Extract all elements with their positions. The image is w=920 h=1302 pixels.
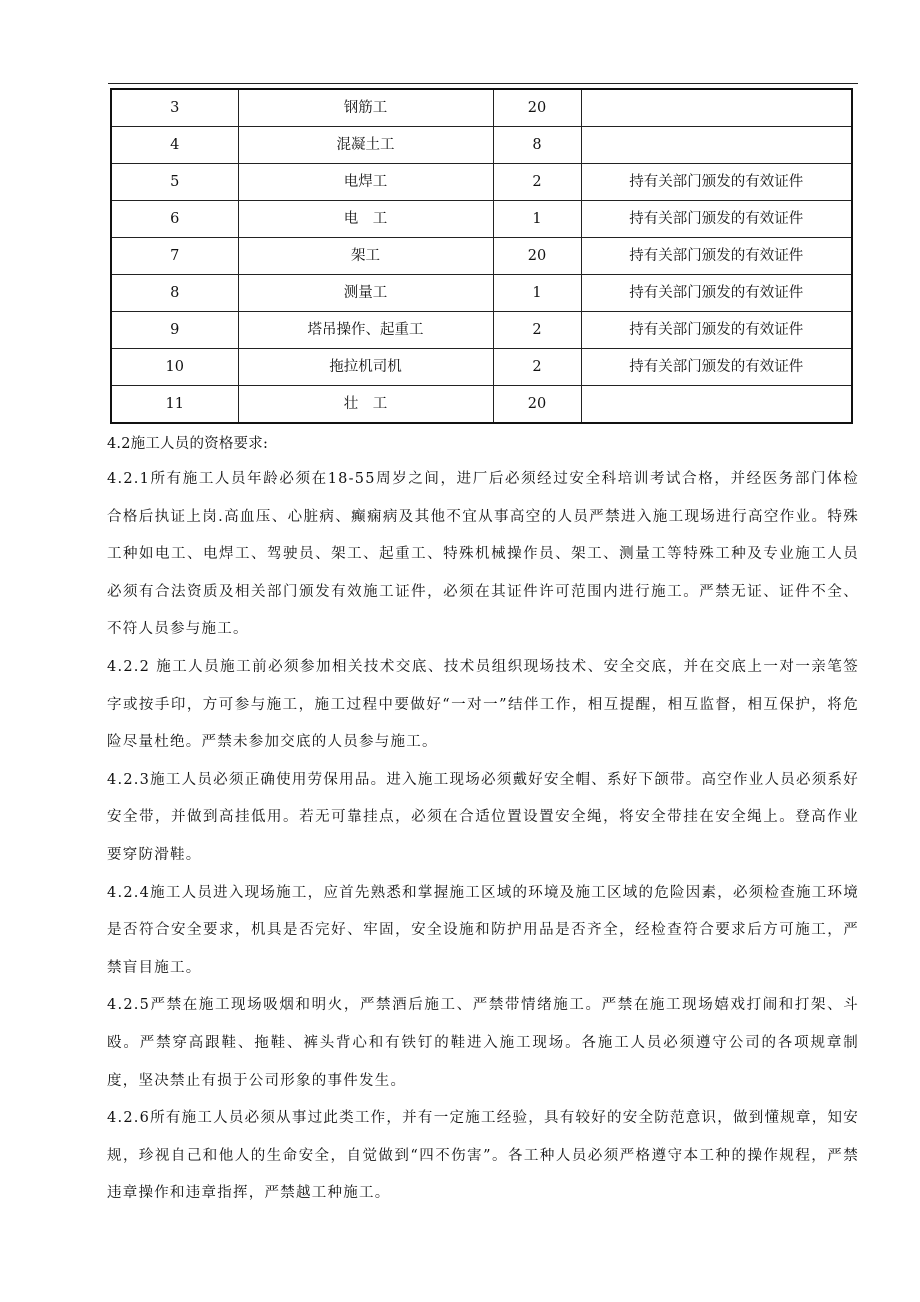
paragraph-4-2-1: 4.2.1所有施工人员年龄必须在18-55周岁之间，进厂后必须经过安全科培训考试合格，并经医务部门体检合格后执证上岗.高血压、心脏病、癫痫病及其他不宜从事高空的人员严禁进入施工现场进行高空作业。特殊工种如电工、电焊工、驾驶员、架工、起重工、特殊机械操作员、架工、测量工等特殊工种及专业施工人员必须有合法资质及相关部门颁发有效施工证件，必须在其证件许可范围内进行施工。严禁无证、证件不全、不符人员参与施工。 <box>107 471 859 638</box>
row-number: 8 <box>111 275 238 312</box>
table-row <box>111 275 852 312</box>
trade-name: 钢筋工 <box>238 89 493 127</box>
qualification-section <box>107 428 859 1213</box>
table-row <box>111 164 852 201</box>
table-row <box>111 312 852 349</box>
requirement-note <box>581 386 852 424</box>
personnel-table <box>110 88 853 424</box>
table-row <box>111 349 852 386</box>
worker-count: 8 <box>493 127 581 164</box>
trade-name: 塔吊操作、起重工 <box>238 312 493 349</box>
worker-count: 20 <box>493 386 581 424</box>
paragraph-4-2-5: 4.2.5严禁在施工现场吸烟和明火，严禁酒后施工、严禁带情绪施工。严禁在施工现场嬉戏打闹和打架、斗殴。严禁穿高跟鞋、拖鞋、裤头背心和有铁钉的鞋进入施工现场。各施工人员必须遵守公司的各项规章制度，坚决禁止有损于公司形象的事件发生。 <box>107 997 859 1089</box>
table-row <box>111 386 852 424</box>
paragraph-4-2-3: 4.2.3施工人员必须正确使用劳保用品。进入施工现场必须戴好安全帽、系好下颌带。高空作业人员必须系好安全带，并做到高挂低用。若无可靠挂点，必须在合适位置设置安全绳，将安全带挂在安全绳上。登高作业要穿防滑鞋。 <box>107 771 859 863</box>
row-number: 4 <box>111 127 238 164</box>
trade-name: 电焊工 <box>238 164 493 201</box>
worker-count: 1 <box>493 275 581 312</box>
row-number: 10 <box>111 349 238 386</box>
trade-name: 壮 工 <box>238 386 493 424</box>
row-number: 7 <box>111 238 238 275</box>
requirement-note: 持有关部门颁发的有效证件 <box>581 275 852 312</box>
requirement-note <box>581 127 852 164</box>
worker-count: 20 <box>493 89 581 127</box>
trade-name: 架工 <box>238 238 493 275</box>
worker-count: 20 <box>493 238 581 275</box>
trade-name: 测量工 <box>238 275 493 312</box>
row-number: 6 <box>111 201 238 238</box>
worker-count: 2 <box>493 164 581 201</box>
worker-count: 1 <box>493 201 581 238</box>
table-row <box>111 238 852 275</box>
header-rule <box>108 83 858 84</box>
paragraph-4-2-6: 4.2.6所有施工人员必须从事过此类工作，并有一定施工经验，具有较好的安全防范意识，做到懂规章，知安规，珍视自己和他人的生命安全，自觉做到“四不伤害”。各工种人员必须严格遵守本工种的操作规程，严禁违章操作和违章指挥，严禁越工种施工。 <box>107 1110 859 1202</box>
requirement-note: 持有关部门颁发的有效证件 <box>581 312 852 349</box>
requirement-note: 持有关部门颁发的有效证件 <box>581 164 852 201</box>
trade-name: 混凝土工 <box>238 127 493 164</box>
section-heading: 4.2施工人员的资格要求: <box>107 436 269 452</box>
worker-count: 2 <box>493 312 581 349</box>
requirement-note: 持有关部门颁发的有效证件 <box>581 201 852 238</box>
paragraph-4-2-2: 4.2.2 施工人员施工前必须参加相关技术交底、技术员组织现场技术、安全交底，并在交底上一对一亲笔签字或按手印，方可参与施工，施工过程中要做好“一对一”结伴工作，相互提醒，相互监督，相互保护，将危险尽量杜绝。严禁未参加交底的人员参与施工。 <box>107 658 859 751</box>
requirement-note: 持有关部门颁发的有效证件 <box>581 238 852 275</box>
trade-name: 拖拉机司机 <box>238 349 493 386</box>
trade-name: 电 工 <box>238 201 493 238</box>
row-number: 9 <box>111 312 238 349</box>
requirement-note: 持有关部门颁发的有效证件 <box>581 349 852 386</box>
row-number: 5 <box>111 164 238 201</box>
row-number: 3 <box>111 89 238 127</box>
requirement-note <box>581 89 852 127</box>
table-row <box>111 127 852 164</box>
row-number: 11 <box>111 386 238 424</box>
table-row <box>111 89 852 127</box>
worker-count: 2 <box>493 349 581 386</box>
table-row <box>111 201 852 238</box>
paragraph-4-2-4: 4.2.4施工人员进入现场施工，应首先熟悉和掌握施工区域的环境及施工区域的危险因素，必须检查施工环境是否符合安全要求，机具是否完好、牢固，安全设施和防护用品是否齐全，经检查符合要求后方可施工，严禁盲目施工。 <box>107 884 859 976</box>
